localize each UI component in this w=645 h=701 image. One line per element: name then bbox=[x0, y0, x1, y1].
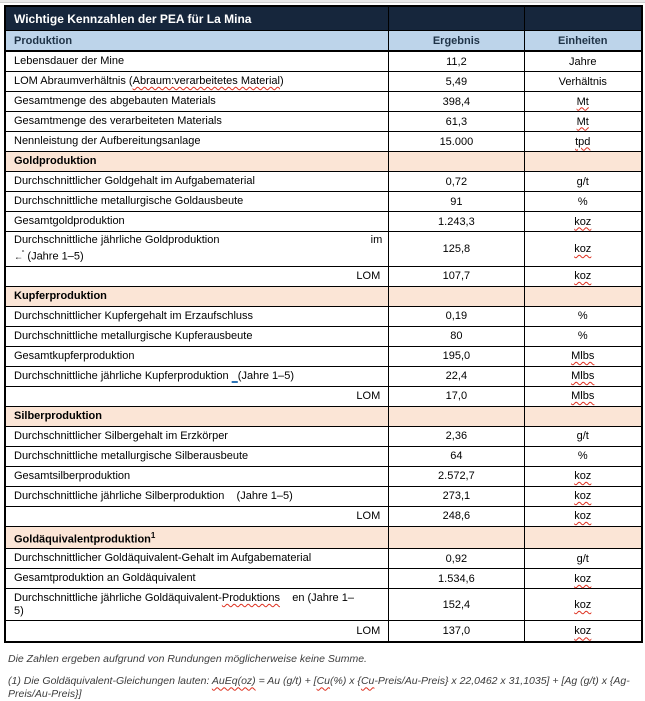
row-value-cell: 91 bbox=[388, 192, 523, 211]
unit-text: g/t bbox=[576, 175, 589, 188]
table-title-spacer-1 bbox=[388, 7, 523, 30]
table-row bbox=[6, 192, 641, 212]
table-title-row bbox=[6, 7, 641, 31]
unit-text: koz bbox=[574, 242, 592, 255]
row-unit-cell bbox=[524, 72, 641, 91]
label-line bbox=[14, 490, 382, 503]
table-row bbox=[6, 427, 641, 447]
label-text: Silberproduktion bbox=[14, 409, 102, 422]
row-unit-cell bbox=[524, 192, 641, 211]
label-line bbox=[14, 390, 380, 403]
unit-text: % bbox=[577, 310, 588, 323]
label-text: Goldproduktion bbox=[14, 155, 97, 167]
column-header-ergebnis: Ergebnis bbox=[388, 31, 523, 50]
unit-text: Mlbs bbox=[571, 390, 595, 403]
row-label-cell bbox=[6, 621, 388, 641]
label-text: Abraum:verarbeitetes Material bbox=[132, 75, 280, 87]
label-line bbox=[14, 175, 382, 188]
label-text: Durchschnittlicher Goldäquivalent-Gehalt im Aufgabematerial bbox=[14, 552, 312, 565]
row-value-cell: 22,4 bbox=[388, 367, 523, 386]
row-unit-cell bbox=[524, 132, 641, 151]
label-text: LOM bbox=[356, 389, 381, 402]
label-text: Durchschnittliche metallurgische Goldausbeute bbox=[14, 195, 244, 207]
label-text: Lebensdauer der Mine bbox=[14, 55, 125, 67]
column-header-row bbox=[6, 31, 641, 52]
row-label-cell bbox=[6, 232, 388, 266]
row-label-cell bbox=[6, 132, 388, 151]
label-text: Nennleistung der Aufbereitungsanlage bbox=[14, 135, 201, 147]
label-text: Durchschnittliche jährliche Silberproduktion (Jahre 1–5) bbox=[14, 489, 293, 502]
label-text: LOM Abraumverhältnis ( bbox=[14, 75, 133, 87]
row-unit-cell bbox=[524, 387, 641, 406]
row-label-cell bbox=[6, 212, 388, 231]
row-value-cell bbox=[388, 287, 523, 306]
row-value-cell: 107,7 bbox=[388, 267, 523, 286]
row-unit-cell bbox=[524, 467, 641, 486]
row-value-cell: 1.534,6 bbox=[388, 569, 523, 588]
row-label-cell bbox=[6, 192, 388, 211]
label-line bbox=[14, 270, 380, 283]
row-value-cell: 273,1 bbox=[388, 487, 523, 506]
label-line bbox=[14, 450, 382, 463]
label-text: Durchschnittlicher Silbergehalt im Erzkörper bbox=[14, 429, 228, 442]
label-text: Cu bbox=[316, 675, 331, 688]
label-text: Durchschnittliche metallurgische Silberausbeute bbox=[14, 449, 249, 462]
unit-text: % bbox=[577, 450, 588, 463]
table-row bbox=[6, 487, 641, 507]
row-unit-cell bbox=[524, 52, 641, 71]
label-text: Gesamtgoldproduktion bbox=[14, 215, 125, 227]
row-value-cell: 195,0 bbox=[388, 347, 523, 366]
unit-text: Verhältnis bbox=[558, 75, 607, 88]
unit-text: Jahre bbox=[568, 55, 597, 68]
label-line bbox=[14, 572, 382, 585]
label-text: Durchschnittliche jährliche Goldproduktion bbox=[14, 234, 220, 246]
label-line bbox=[14, 135, 382, 148]
label-text: (%) x { bbox=[330, 675, 361, 688]
label-line bbox=[14, 215, 382, 228]
label-text: Kupferproduktion bbox=[14, 289, 107, 302]
label-line bbox=[14, 625, 380, 638]
row-unit-cell bbox=[524, 569, 641, 588]
row-label-cell bbox=[6, 387, 388, 406]
unit-text: g/t bbox=[576, 552, 589, 565]
table-body bbox=[6, 52, 641, 641]
row-label-cell bbox=[6, 347, 388, 366]
label-text: Gesamtsilberproduktion bbox=[14, 469, 131, 482]
label-line bbox=[14, 350, 382, 363]
label-text: LOM bbox=[356, 624, 381, 637]
row-label-cell bbox=[6, 447, 388, 466]
row-value-cell: 61,3 bbox=[388, 112, 523, 131]
row-unit-cell bbox=[524, 232, 641, 266]
row-unit-cell bbox=[524, 527, 641, 549]
table-row bbox=[6, 112, 641, 132]
row-unit-cell bbox=[524, 212, 641, 231]
unit-text: g/t bbox=[576, 430, 589, 443]
label-line bbox=[14, 155, 382, 168]
table-row bbox=[6, 367, 641, 387]
label-text: 1 bbox=[150, 530, 156, 540]
table-row bbox=[6, 589, 641, 621]
row-value-cell: 2,36 bbox=[388, 427, 523, 446]
label-text: Durchschnittliche jährliche Kupferproduktion bbox=[14, 369, 232, 382]
label-text: -Preis/Au-Preis} x 22,0462 x 31,1035] + [Ag (g/t) x {Ag-Preis/Au-Preis}] bbox=[8, 675, 630, 701]
label-text: ← bbox=[14, 251, 22, 262]
table-row bbox=[6, 132, 641, 152]
label-line bbox=[14, 247, 382, 264]
label-text: “ bbox=[22, 250, 25, 257]
label-text: Cu bbox=[360, 675, 375, 688]
row-unit-cell bbox=[524, 367, 641, 386]
row-label-cell bbox=[6, 427, 388, 446]
label-line bbox=[14, 310, 382, 323]
unit-text: % bbox=[577, 195, 588, 208]
label-line bbox=[14, 410, 382, 423]
unit-text: koz bbox=[574, 270, 592, 283]
row-unit-cell bbox=[524, 152, 641, 171]
label-line bbox=[14, 95, 382, 108]
table-row bbox=[6, 232, 641, 267]
row-value-cell: 152,4 bbox=[388, 589, 523, 620]
table-row bbox=[6, 621, 641, 641]
unit-text: Mt bbox=[576, 115, 589, 128]
label-text: LOM bbox=[356, 509, 381, 522]
label-text: (1) Die Goldäquivalent-Gleichungen lauten: bbox=[8, 675, 212, 688]
row-value-cell: 248,6 bbox=[388, 507, 523, 526]
table-row bbox=[6, 387, 641, 407]
label-line bbox=[14, 195, 382, 208]
row-value-cell: 5,49 bbox=[388, 72, 523, 91]
table-row bbox=[6, 549, 641, 569]
label-text: ) bbox=[279, 75, 284, 87]
label-text: LOM bbox=[356, 269, 381, 282]
row-label-cell bbox=[6, 267, 388, 286]
table-row bbox=[6, 507, 641, 527]
unit-text: koz bbox=[574, 215, 592, 228]
row-value-cell bbox=[388, 407, 523, 426]
row-unit-cell bbox=[524, 347, 641, 366]
unit-text: koz bbox=[574, 470, 592, 483]
row-label-cell bbox=[6, 467, 388, 486]
section-header-row bbox=[6, 407, 641, 427]
label-text: 5) bbox=[14, 604, 24, 617]
label-line bbox=[14, 605, 382, 618]
row-label-cell bbox=[6, 72, 388, 91]
row-unit-cell bbox=[524, 507, 641, 526]
row-unit-cell bbox=[524, 447, 641, 466]
footnote-rounding: Die Zahlen ergeben aufgrund von Rundungen möglicherweise keine Summe. bbox=[8, 653, 367, 666]
column-header-einheiten: Einheiten bbox=[524, 31, 641, 50]
row-unit-cell bbox=[524, 92, 641, 111]
row-unit-cell bbox=[524, 327, 641, 346]
unit-text: koz bbox=[574, 490, 592, 503]
row-label-cell bbox=[6, 52, 388, 71]
row-value-cell: 2.572,7 bbox=[388, 467, 523, 486]
row-unit-cell bbox=[524, 427, 641, 446]
table-row bbox=[6, 92, 641, 112]
label-text: en (Jahre 1– bbox=[279, 591, 354, 604]
row-unit-cell bbox=[524, 267, 641, 286]
row-value-cell: 0,19 bbox=[388, 307, 523, 326]
label-line bbox=[14, 330, 382, 343]
label-line bbox=[14, 290, 382, 303]
row-unit-cell bbox=[524, 621, 641, 641]
label-text: Gesamtkupferproduktion bbox=[14, 349, 135, 362]
label-text: Goldäquivalentproduktion bbox=[14, 533, 151, 546]
row-unit-cell bbox=[524, 112, 641, 131]
label-text: AuEq(oz) bbox=[211, 675, 256, 688]
row-label-cell bbox=[6, 92, 388, 111]
row-value-cell: 80 bbox=[388, 327, 523, 346]
row-label-cell bbox=[6, 487, 388, 506]
row-unit-cell bbox=[524, 172, 641, 191]
table-row bbox=[6, 52, 641, 72]
row-unit-cell bbox=[524, 287, 641, 306]
label-text: Gesamtmenge des verarbeiteten Materials bbox=[14, 115, 222, 127]
row-unit-cell bbox=[524, 589, 641, 620]
unit-text: tpd bbox=[575, 135, 591, 148]
row-value-cell bbox=[388, 527, 523, 549]
row-label-cell bbox=[6, 327, 388, 346]
row-value-cell: 17,0 bbox=[388, 387, 523, 406]
label-text: Durchschnittlicher Goldgehalt im Aufgabematerial bbox=[14, 175, 255, 187]
label-line bbox=[14, 234, 382, 247]
row-label-cell bbox=[6, 172, 388, 191]
label-text: (Jahre 1–5) bbox=[24, 250, 84, 263]
row-label-cell bbox=[6, 407, 388, 426]
unit-text: Mlbs bbox=[571, 370, 595, 383]
table-row bbox=[6, 327, 641, 347]
unit-text: koz bbox=[574, 572, 592, 585]
row-unit-cell bbox=[524, 549, 641, 568]
table-row bbox=[6, 212, 641, 232]
label-text: Gesamtproduktion an Goldäquivalent bbox=[14, 572, 196, 585]
section-header-row bbox=[6, 287, 641, 307]
label-text: im bbox=[370, 234, 383, 246]
row-label-cell bbox=[6, 549, 388, 568]
table-row bbox=[6, 172, 641, 192]
label-line bbox=[14, 75, 382, 88]
row-unit-cell bbox=[524, 307, 641, 326]
label-line bbox=[14, 552, 382, 565]
unit-text: Mt bbox=[576, 95, 589, 108]
section-header-row bbox=[6, 152, 641, 172]
label-text: Gesamtmenge des abgebauten Materials bbox=[14, 95, 216, 107]
row-label-cell bbox=[6, 589, 388, 620]
row-label-cell bbox=[6, 367, 388, 386]
table-row bbox=[6, 467, 641, 487]
row-value-cell bbox=[388, 152, 523, 171]
row-value-cell: 64 bbox=[388, 447, 523, 466]
label-text: Durchschnittliche metallurgische Kupferausbeute bbox=[14, 329, 253, 342]
unit-text: koz bbox=[574, 625, 592, 638]
row-value-cell: 398,4 bbox=[388, 92, 523, 111]
row-value-cell: 125,8 bbox=[388, 232, 523, 266]
label-line bbox=[14, 55, 382, 68]
row-value-cell: 0,92 bbox=[388, 549, 523, 568]
label-line bbox=[14, 470, 382, 483]
unit-text: koz bbox=[574, 510, 592, 523]
table-title-spacer-2 bbox=[524, 7, 641, 30]
footnote-gold-equivalent bbox=[8, 675, 639, 701]
label-line bbox=[14, 115, 382, 128]
document-page bbox=[0, 3, 645, 701]
row-label-cell bbox=[6, 569, 388, 588]
unit-text: koz bbox=[574, 598, 592, 611]
table-row bbox=[6, 307, 641, 327]
label-text: Durchschnittlicher Kupfergehalt im Erzaufschluss bbox=[14, 309, 254, 322]
column-header-produktion: Produktion bbox=[14, 34, 73, 47]
row-label-cell bbox=[6, 307, 388, 326]
row-value-cell: 0,72 bbox=[388, 172, 523, 191]
table-title: Wichtige Kennzahlen der PEA für La Mina bbox=[14, 11, 252, 26]
kpi-table bbox=[4, 5, 643, 643]
label-line bbox=[14, 510, 380, 523]
label-text: (Jahre 1–5) bbox=[237, 369, 295, 382]
table-row bbox=[6, 72, 641, 92]
label-line bbox=[14, 529, 382, 547]
row-label-cell bbox=[6, 112, 388, 131]
row-value-cell: 15.000 bbox=[388, 132, 523, 151]
unit-text: Mlbs bbox=[571, 350, 595, 363]
row-label-cell bbox=[6, 507, 388, 526]
row-label-cell bbox=[6, 287, 388, 306]
label-text: = Au (g/t) + [ bbox=[255, 675, 317, 688]
table-row bbox=[6, 267, 641, 287]
label-line bbox=[14, 370, 382, 383]
label-text: Durchschnittliche jährliche Goldäquivalent- bbox=[14, 591, 222, 604]
row-value-cell: 11,2 bbox=[388, 52, 523, 71]
row-unit-cell bbox=[524, 487, 641, 506]
table-row bbox=[6, 569, 641, 589]
row-unit-cell bbox=[524, 407, 641, 426]
row-label-cell bbox=[6, 152, 388, 171]
footnotes bbox=[4, 643, 643, 701]
unit-text: % bbox=[577, 330, 588, 343]
label-text: Produktions bbox=[221, 591, 280, 604]
label-line bbox=[14, 430, 382, 443]
row-value-cell: 1.243,3 bbox=[388, 212, 523, 231]
row-label-cell bbox=[6, 527, 388, 549]
row-value-cell: 137,0 bbox=[388, 621, 523, 641]
table-row bbox=[6, 447, 641, 467]
section-header-row bbox=[6, 527, 641, 550]
table-row bbox=[6, 347, 641, 367]
label-line bbox=[14, 592, 382, 605]
